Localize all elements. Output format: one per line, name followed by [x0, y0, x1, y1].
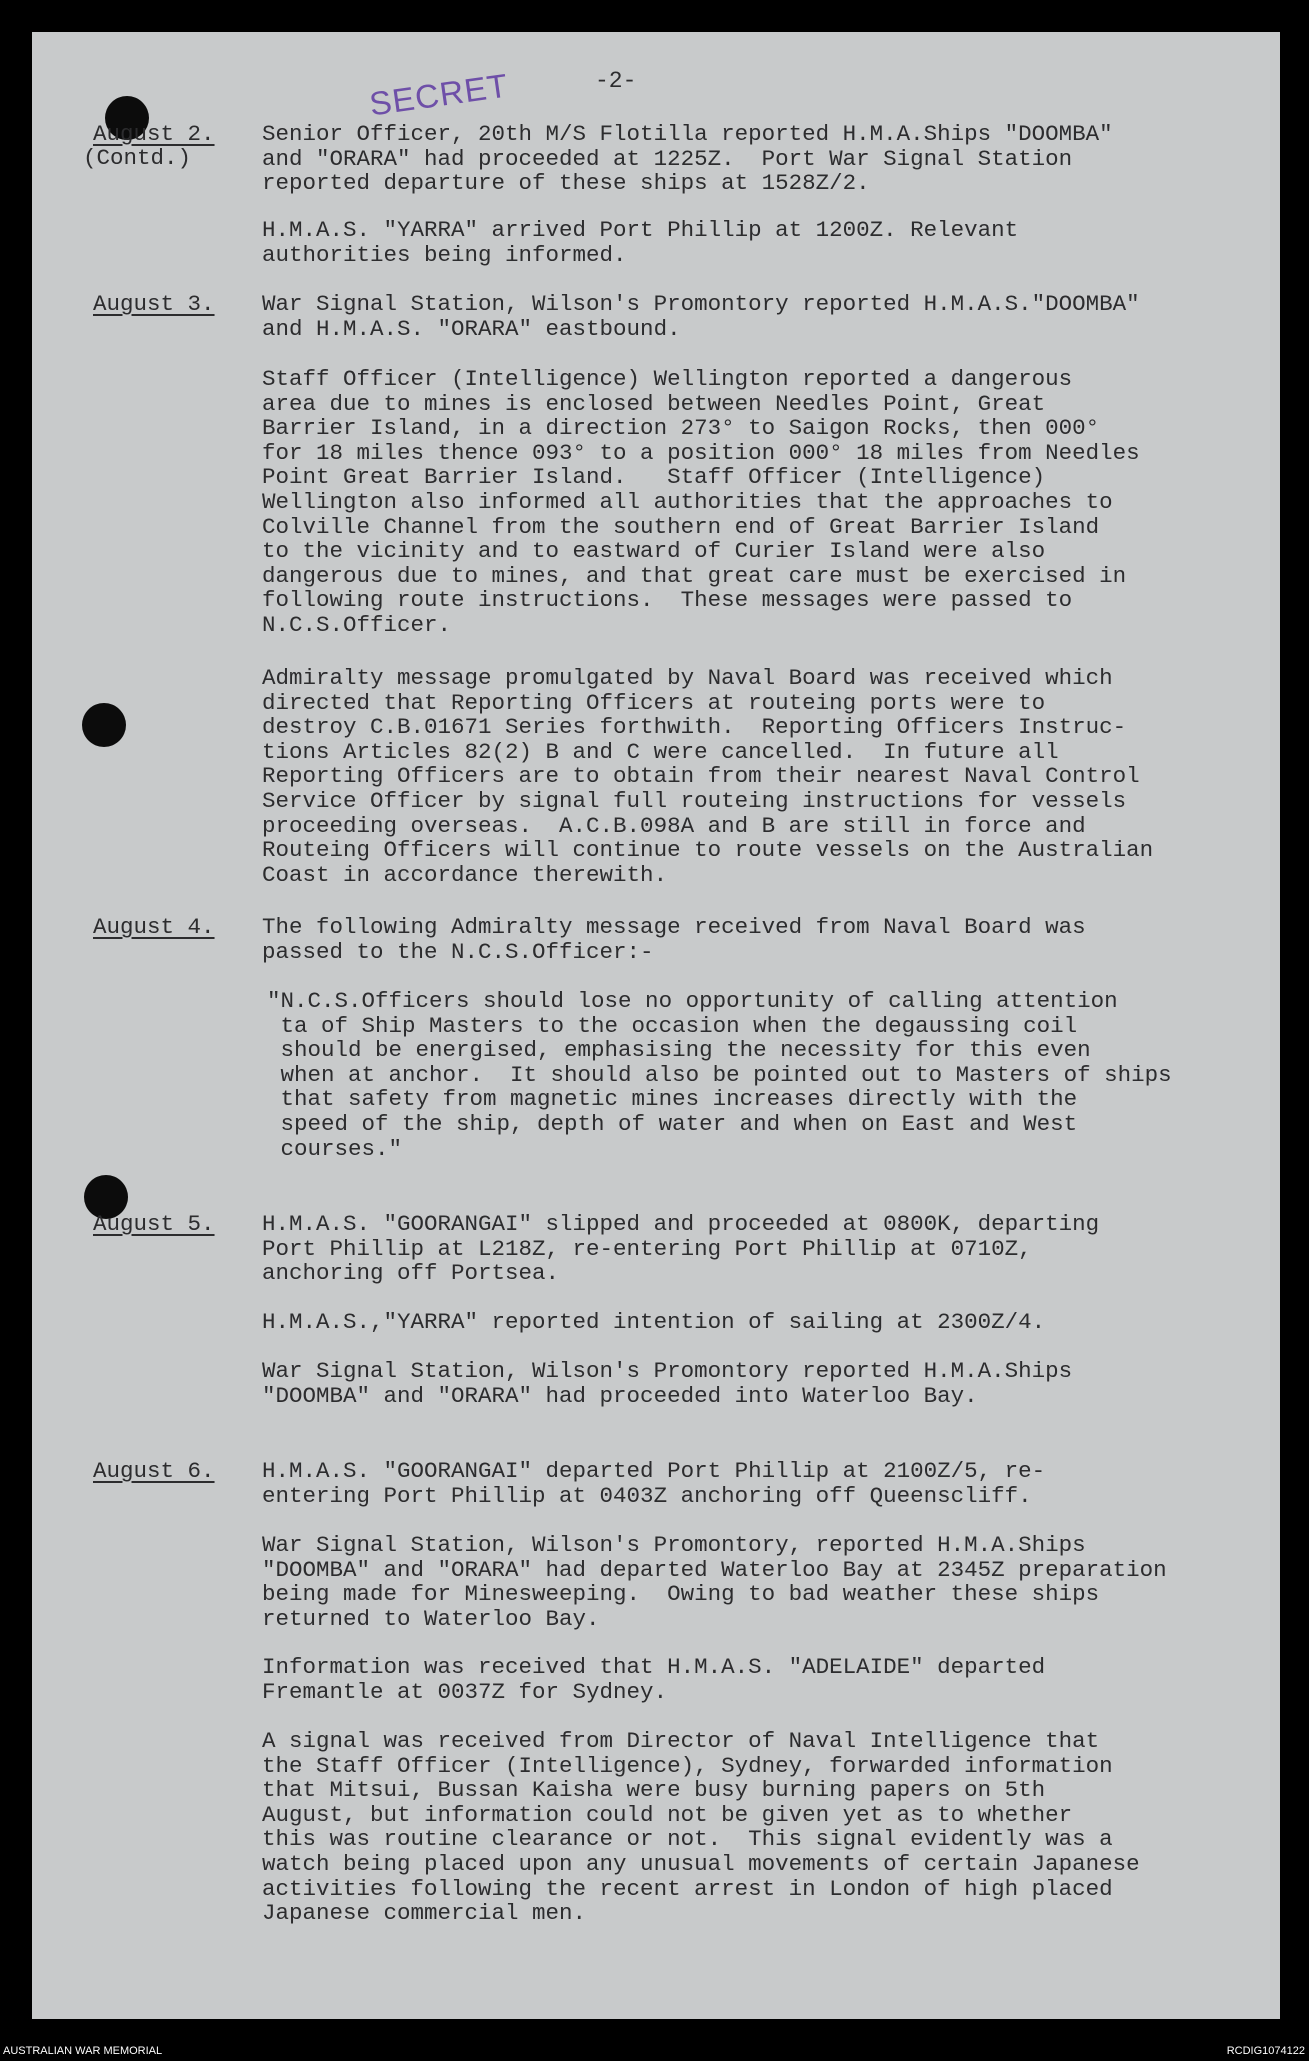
entry-paragraph: Admiralty message promulgated by Naval Board was received which directed that Reporting Officers at routeing ports were to destroy C.B.01671 Series forthwith. Reporting Officers Instruc- tions Articles 82(2) B and C were cancelled. In future all Reporting Officers are to obtain from their nearest Naval Control Service Officer by signal full routeing instructions for vessels proceeding overseas. A.C.B.098A and B are still in force and Routeing Officers will continue to route vessels on the Australian Coast in accordance therewith.: [262, 665, 1154, 888]
entry-paragraph: H.M.A.S.,"YARRA" reported intention of sailing at 2300Z/4.: [262, 1309, 1046, 1335]
footer-record-id: RCDIG1074122: [1226, 2045, 1305, 2057]
entry-date-note: (Contd.): [83, 145, 192, 171]
entry-paragraph: War Signal Station, Wilson's Promontory reported H.M.A.Ships "DOOMBA" and "ORARA" had proceeded into Waterloo Bay.: [262, 1358, 1073, 1409]
secret-stamp: SECRET: [367, 66, 511, 123]
entry-paragraph: H.M.A.S. "GOORANGAI" departed Port Phillip at 2100Z/5, re- entering Port Phillip at 0403Z anchoring off Queenscliff.: [262, 1458, 1046, 1509]
entry-date: August 3.: [93, 291, 215, 317]
footer-archive-name: AUSTRALIAN WAR MEMORIAL: [3, 2045, 163, 2057]
entry-paragraph: War Signal Station, Wilson's Promontory, reported H.M.A.Ships "DOOMBA" and "ORARA" had departed Waterloo Bay at 2345Z preparation being made for Minesweeping. Owing to bad weather these ships returned to Waterloo Bay.: [262, 1532, 1167, 1632]
document-page: [32, 32, 1280, 2019]
punch-hole: [82, 703, 126, 747]
entry-paragraph: H.M.A.S. "GOORANGAI" slipped and proceeded at 0800K, departing Port Phillip at L218Z, re-entering Port Phillip at 0710Z, anchoring off Portsea.: [262, 1211, 1100, 1287]
quoted-message: "N.C.S.Officers should lose no opportunity of calling attention ta of Ship Masters to the occasion when the degaussing coil should be energised, emphasising the necessity for this even when at anchor. It should also be pointed out to Masters of ships that safety from magnetic mines increases directly with the speed of the ship, depth of water and when on East and West courses.": [267, 988, 1172, 1162]
entry-date: August 4.: [93, 914, 215, 940]
page-number: -2-: [595, 68, 637, 94]
entry-paragraph: Staff Officer (Intelligence) Wellington reported a dangerous area due to mines is enclosed between Needles Point, Great Barrier Island, in a direction 273° to Saigon Rocks, then 000° for 18 miles thence 093° to a position 000° 18 miles from Needles Point Great Barrier Island. Staff Officer (Intelligence) Wellington also informed all authorities that the approaches to Colville Channel from the southern end of Great Barrier Island to the vicinity and to eastward of Curier Island were also dangerous due to mines, and that great care must be exercised in following route instructions. These messages were passed to N.C.S.Officer.: [262, 366, 1140, 638]
entry-paragraph: Information was received that H.M.A.S. "ADELAIDE" departed Fremantle at 0037Z for Sydney.: [262, 1654, 1046, 1705]
entry-date: August 6.: [93, 1458, 215, 1484]
entry-date: August 2.: [93, 121, 215, 147]
entry-paragraph: The following Admiralty message received from Naval Board was passed to the N.C.S.Officer:-: [262, 914, 1086, 965]
entry-paragraph: H.M.A.S. "YARRA" arrived Port Phillip at 1200Z. Relevant authorities being informed.: [262, 217, 1019, 268]
entry-date: August 5.: [93, 1211, 215, 1237]
entry-paragraph: War Signal Station, Wilson's Promontory reported H.M.A.S."DOOMBA" and H.M.A.S. "ORARA" eastbound.: [262, 291, 1140, 342]
entry-paragraph: Senior Officer, 20th M/S Flotilla reported H.M.A.Ships "DOOMBA" and "ORARA" had proceeded at 1225Z. Port War Signal Station reported departure of these ships at 1528Z/2.: [262, 121, 1113, 197]
entry-paragraph: A signal was received from Director of Naval Intelligence that the Staff Officer (Intelligence), Sydney, forwarded information that Mitsui, Bussan Kaisha were busy burning papers on 5th August, but information could not be given yet as to whether this was routine clearance or not. This signal evidently was a watch being placed upon any unusual movements of certain Japanese activities following the recent arrest in London of high placed Japanese commercial men.: [262, 1728, 1140, 1927]
